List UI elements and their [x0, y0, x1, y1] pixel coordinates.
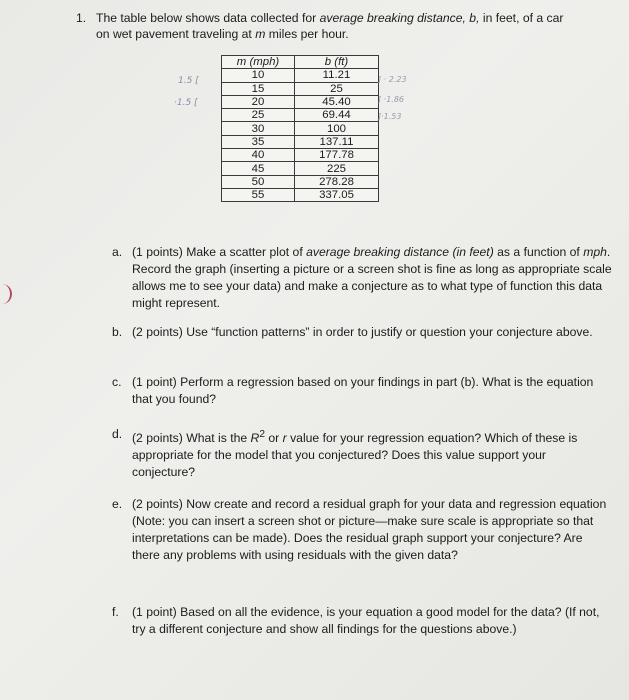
part-label: f. [112, 605, 119, 619]
table-row [222, 188, 379, 201]
handwritten-note-right-2: ] ·1.86 [378, 95, 405, 104]
cell-mph: 25 [222, 109, 295, 122]
table-row [222, 69, 379, 82]
question-text-2b: miles per hour. [265, 27, 349, 41]
question-title [76, 10, 596, 42]
part-label: e. [112, 497, 123, 511]
part-text: (1 points) Make a scatter plot of average breaking distance (in feet) as a function of mph. Record the graph (inserting a picture or a screen shot is fine as long as appropriate scale allows me to see your data) and make a conjecture as to what type of function this data might represent. [132, 245, 612, 310]
handwritten-note-left-2: ·1.5 [ [174, 98, 198, 108]
cell-distance: 137.11 [295, 135, 379, 148]
part-label: d. [112, 427, 123, 441]
question-text-2em: m [255, 27, 266, 41]
cell-mph: 45 [222, 162, 295, 175]
table-row [222, 149, 379, 162]
table-row [222, 95, 379, 108]
question-text-2a: on wet pavement traveling at [96, 27, 256, 41]
part-c [112, 374, 612, 408]
cell-mph: 15 [222, 82, 295, 95]
cell-distance: 177.78 [295, 149, 379, 162]
part-b [112, 324, 612, 341]
part-label: b. [112, 325, 123, 339]
cell-mph: 20 [222, 95, 295, 108]
part-f [112, 604, 612, 638]
cell-distance: 278.28 [295, 175, 379, 188]
cell-distance: 25 [295, 82, 379, 95]
part-e [112, 496, 612, 564]
cell-mph: 10 [222, 69, 295, 82]
handwritten-note-right-1: ] · 2.23 [378, 75, 407, 84]
cell-distance: 100 [295, 122, 379, 135]
table-row [222, 162, 379, 175]
handwritten-note-right-3: ]·1.53 [378, 112, 402, 121]
handwritten-note-left-1: 1.5 [ [178, 76, 199, 86]
cell-mph: 50 [222, 175, 295, 188]
cell-mph: 35 [222, 135, 295, 148]
page-edge-mark [0, 284, 12, 304]
table-row [222, 82, 379, 95]
part-label: c. [112, 375, 122, 389]
part-text: (2 points) Use “function patterns” in order to justify or question your conjecture above. [132, 325, 593, 339]
part-text: (1 point) Perform a regression based on your findings in part (b). What is the equation that you found? [132, 375, 594, 406]
part-label: a. [112, 245, 123, 259]
part-text: (1 point) Based on all the evidence, is your equation a good model for the data? (If not, try a different conjecture and show all findings for the questions above.) [132, 605, 600, 636]
data-table-body [222, 69, 379, 202]
question-text-1a: The table below shows data collected for [96, 11, 320, 25]
cell-distance: 225 [295, 162, 379, 175]
question-number: 1. [76, 11, 87, 25]
cell-mph: 40 [222, 149, 295, 162]
table-row [222, 122, 379, 135]
cell-mph: 30 [222, 122, 295, 135]
part-a [112, 244, 612, 312]
cell-distance: 69.44 [295, 109, 379, 122]
cell-distance: 337.05 [295, 188, 379, 201]
cell-distance: 11.21 [295, 69, 379, 82]
cell-mph: 55 [222, 188, 295, 201]
column-header-mph: m (mph) [222, 56, 295, 69]
question-text-1em: average breaking distance, b, [319, 11, 480, 25]
part-text: (2 points) Now create and record a residual graph for your data and regression equation (Note: you can insert a screen shot or picture—make sure scale is appropriate so that interpretations can be made). Does the residual graph support your conjecture? Are there any problems with using residuals with the given data? [132, 497, 607, 562]
table-row [222, 175, 379, 188]
table-row [222, 109, 379, 122]
part-text: (2 points) What is the $R^2$ or r value for your regression equation? Which of these is appropriate for the model that you conjectured? Does this value support your conjecture? [132, 429, 578, 480]
question-text-1b: in feet, of a car [479, 11, 564, 25]
data-table [221, 55, 379, 202]
cell-distance: 45.40 [295, 95, 379, 108]
table-row [222, 135, 379, 148]
part-d [112, 426, 612, 481]
column-header-b: b (ft) [295, 56, 379, 69]
